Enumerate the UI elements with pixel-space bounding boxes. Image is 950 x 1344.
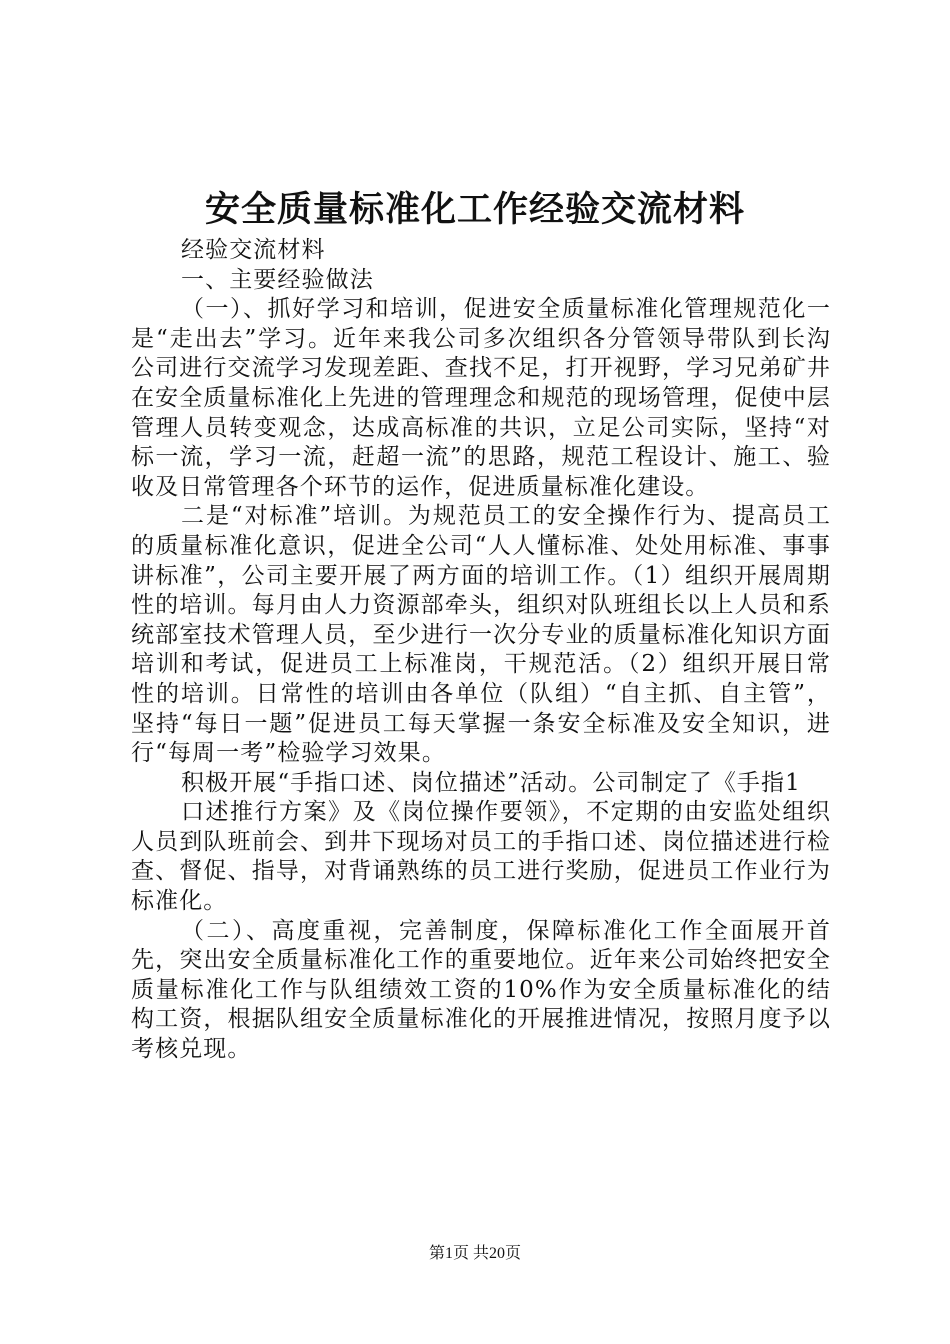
section-heading: 一、主要经验做法 <box>181 266 374 293</box>
paragraph: 二是“对标准”培训。为规范员工的安全操作行为、提高员工的质量标准化意识，促进全公司“人人懂标准、处处用标准、事事讲标准”，公司主要开展了两方面的培训工作。（1）组织开展周期性的培训。每月由人力资源部牵头，组织对队班组长以上人员和系统部室技术管理人员，至少进行一次分专业的质量标准化知识方面培训和考试，促进员工上标准岗，干规范活。（2）组织开展日常性的培训。日常性的培训由各单位（队组）“自主抓、自主管”，坚持“每日一题”促进员工每天掌握一条安全标准及安全知识，进行“每周一考”检验学习效果。 <box>131 503 831 767</box>
paragraph: （一）、抓好学习和培训，促进安全质量标准化管理规范化一是“走出去”学习。近年来我公司多次组织各分管领导带队到长沟公司进行交流学习发现差距、查找不足，打开视野，学习兄弟矿井在安全质量标准化上先进的管理理念和规范的现场管理，促使中层管理人员转变观念，达成高标准的共识，立足公司实际，坚持“对标一流，学习一流，赶超一流”的思路，规范工程设计、施工、验收及日常管理各个环节的运作，促进质量标准化建设。 <box>131 296 831 500</box>
document-body <box>131 236 831 1065</box>
paragraph: 积极开展“手指口述、岗位描述”活动。公司制定了《手指1 <box>181 769 801 796</box>
paragraph: 口述推行方案》及《岗位操作要领》，不定期的由安监处组织人员到队班前会、到井下现场对员工的手指口述、岗位描述进行检查、督促、指导，对背诵熟练的员工进行奖励，促进员工作业行为标准化。 <box>131 799 831 915</box>
page-number-footer: 第1页 共20页 <box>428 1245 521 1262</box>
document-title: 安全质量标准化工作经验交流材料 <box>204 189 745 230</box>
paragraph-subtitle: 经验交流材料 <box>181 237 326 263</box>
paragraph: （二）、高度重视，完善制度，保障标准化工作全面展开首先，突出安全质量标准化工作的重要地位。近年来公司始终把安全质量标准化工作与队组绩效工资的10%作为安全质量标准化的结构工资，根据队组安全质量标准化的开展推进情况，按照月度予以考核兑现。 <box>131 917 831 1063</box>
